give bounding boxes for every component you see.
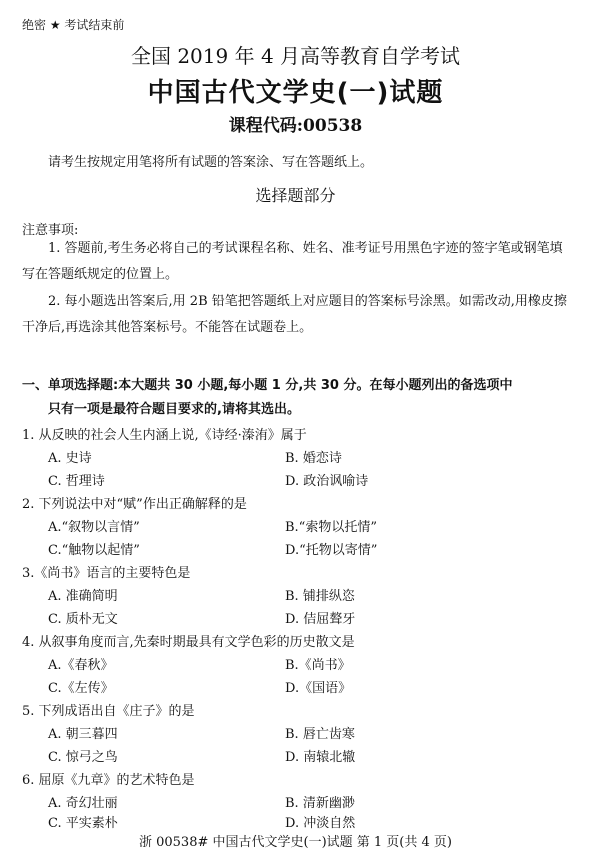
secret-label: 绝密 ★ 考试结束前 [22,18,125,32]
question-stem: 1. 从反映的社会人生内涵上说,《诗经·溱洧》属于 [22,428,307,443]
option: D. 南辕北辙 [285,750,356,765]
option: A. 史诗 [48,451,92,466]
intro-instruction: 请考生按规定用笔将所有试题的答案涂、写在答题纸上。 [48,155,374,170]
option: D. 政治讽喻诗 [285,474,369,489]
course-code: 课程代码:00538 [228,116,363,136]
option: B.“索物以托情” [285,520,377,535]
option: A. 准确简明 [48,589,118,604]
option: C. 平实素朴 [48,816,118,831]
option: D.《国语》 [285,681,352,696]
question-stem: 3.《尚书》语言的主要特色是 [22,566,191,581]
option: A.“叙物以言情” [48,520,140,535]
question-stem: 6. 屈原《九章》的艺术特色是 [22,773,195,788]
section-title: 选择题部分 [255,186,336,205]
page-footer: 浙 00538# 中国古代文学史(一)试题 第 1 页(共 4 页) [138,835,452,850]
question-stem: 4. 从叙事角度而言,先秦时期最具有文学色彩的历史散文是 [22,635,355,650]
option: B. 唇亡齿寒 [285,727,355,742]
question-stem: 5. 下列成语出自《庄子》的是 [22,704,195,719]
option: A.《春秋》 [48,658,114,673]
option: B. 清新幽渺 [285,796,355,811]
note-item: 1. 答题前,考生务必将自己的考试课程名称、姓名、准考证号用黑色字迹的签字笔或钢笔填写在答题纸规定的位置上。 [22,241,563,282]
option: B.《尚书》 [285,658,351,673]
option: D.“托物以寄情” [285,543,378,558]
option: B. 铺排纵恣 [285,589,355,604]
option: A. 奇幻壮丽 [48,796,118,811]
option: C.《左传》 [48,681,114,696]
part-one-heading [22,374,574,422]
note-item: 2. 每小题选出答案后,用 2B 铅笔把答题纸上对应题目的答案标号涂黑。如需改动,用橡皮擦干净后,再选涂其他答案标号。不能答在试题卷上。 [22,294,567,335]
subject-title: 中国古代文学史(一)试题 [147,78,444,108]
option: C. 哲理诗 [48,474,105,489]
option: D. 冲淡自然 [285,816,356,831]
option: C.“触物以起情” [48,543,140,558]
option: B. 婚恋诗 [285,451,342,466]
notes-heading: 注意事项: [22,223,79,238]
option: C. 惊弓之鸟 [48,750,118,765]
question-stem: 2. 下列说法中对“赋”作出正确解释的是 [22,497,247,512]
option: C. 质朴无文 [48,612,118,627]
option: D. 佶屈聱牙 [285,612,356,627]
option: A. 朝三暮四 [48,727,118,742]
part-one-line-1: 一、单项选择题:本大题共 30 小题,每小题 1 分,共 30 分。在每小题列出的备选项中 [22,378,513,393]
exam-title: 全国 2019 年 4 月高等教育自学考试 [130,44,461,68]
part-one-line-2: 只有一项是最符合题目要求的,请将其选出。 [48,402,300,417]
